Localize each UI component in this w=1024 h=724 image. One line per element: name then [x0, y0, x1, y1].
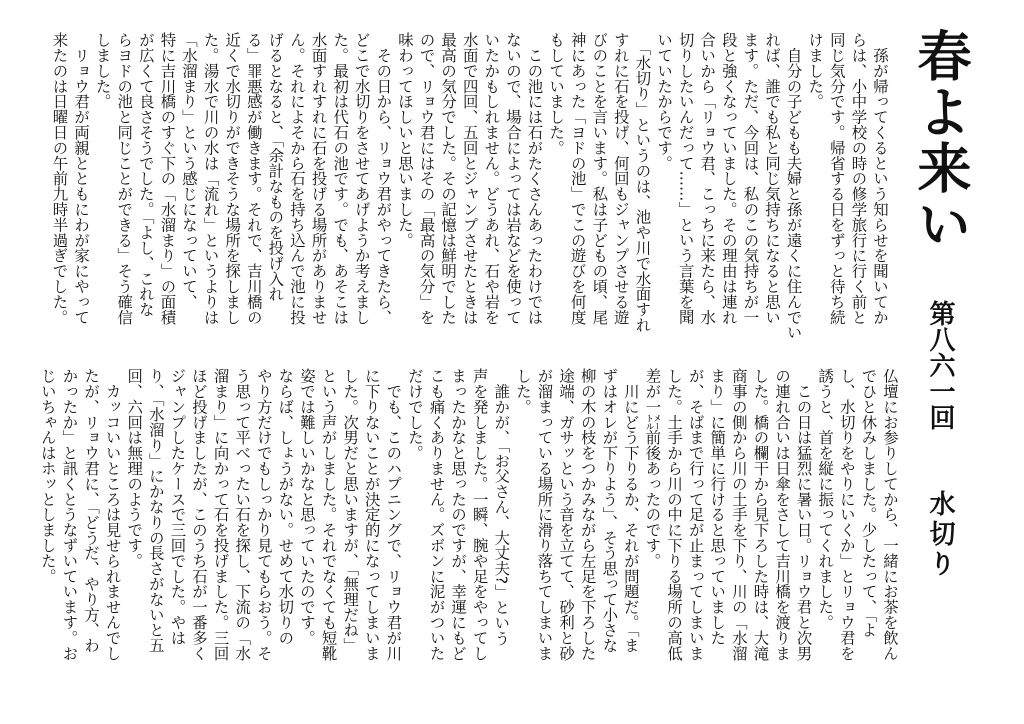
article-text-top: 孫が帰ってくるという知らせを聞いてか らは、小中学校の時の修学旅行に行く前と 同じ気分です。帰省する日をずっと待ち続 けました。 自分の子どもも夫婦と孫が遠くに住んでい れば、誰でも私と同じ気持ちになると思い ます。ただ、今回は、私のこの気持ちが一 段と強くなっていました。その理由は連れ 合いから「リョウ君、こっちに来たら、水 切りしたいんだって……」という言葉を聞 いていたからです。 「水切り」というのは、池や川で水面すれ すれに石を投げ、何回もジャンプさせる遊 びのことを言います。私は子どもの頃、尾 神にあった「ヨドの池」でこの遊びを何度 もしていました。 この池には石がたくさんあったわけでは ないので、場合によっては岩などを使って いたかもしれません。どうあれ、石や岩を 水面で四回、五回とジャンプさせたときは 最高の気分でした。その記憶は鮮明でした ので、リョウ君にはその「最高の気分」を 味わってほしいと思いました。 その日から、リョウ君がやってきたら、 どこで水切りをさせてあげようか考えまし た。最初は代石の池です。でも、あそこは 水面すれすれに石を投げる場所がありませ ん。それによそから石を持ち込んで池に投 げるとなると、「余計なものを投げ入れ る」罪悪感が働きます。それで、吉川橋の 近くで水切りができそうな場所を探しまし た。湯水で川の水は「流れ」というよりは 「水溜まり」という感じになっていて、 特に吉川橋のすぐ下の「水溜まり」の面積 が広くて良さそうでした。「よし、これな らヨドの池と同じことができる」そう確信 しました。 リョウ君が両親とともにわが家にやって 来たのは日曜日の午前九時半過ぎでした。 [50, 32, 889, 340]
column-title: 春よ来い [909, 28, 972, 252]
article-text-bottom: 仏壇にお参りしてから、一緒にお茶を飲ん でひと休みしました。少したって、「よ し、水切りをやりにいくか」とリョウ君を 誘うと、首を縦に振ってくれました。 この日は猛烈に暑い日。リョウ君と次男 の連れ合いは日傘をさして吉川橋を渡りま した。橋の欄干から見下ろした時は、大滝 商事の側から川の土手を下り、川の「水溜 まり」に簡単に行けると思っていました が、そばまで行って足が止まってしまいま した。土手から川の中に下りる場所の高低 差が一㍍前後あったのです。 川にどう下りるか、それが問題だ。「ま ずはオレが下りよう」、そう思って小さな 柳の木の枝をつかみながら左足を下ろした 途端、ガサッという音を立てて、砂利と砂 が溜まっている場所に滑り落ちてしまいま した。 誰かが、「お父さん、大丈夫?」という 声を発しました。一瞬、腕や足をやってし まったかなと思ったのですが、幸運にもど こも痛くありません。ズボンに泥がついた だけでした。 でも、このハプニングで、リョウ君が川 に下りないことが決定的になってしまいま した。次男だと思いますが、「無理だね」 という声がしました。それでなくても短靴 姿では難しいかなと思っていたのです。 ならば、しょうがない。せめて水切りの やり方だけでもしっかり見てもらおう。そ う思って平べったい石を探し、下流の「水 溜まり」に向かって石を投げました。三回 ほど投げましたが、このうち石が一番多く ジャンプしたケースで三回でした。やは り、「水溜り」にかなりの長さがないと五 回、六回は無理のようです。 カッコいいところは見せられませんでし たが、リョウ君に、「どうだ、やり方、わ かったか」と訊くとうなずいています。お じいちゃんはホッとしました。 [38, 368, 899, 661]
episode-number: 第八六一回 [925, 300, 955, 430]
episode-subtitle: 水切り [925, 490, 955, 580]
